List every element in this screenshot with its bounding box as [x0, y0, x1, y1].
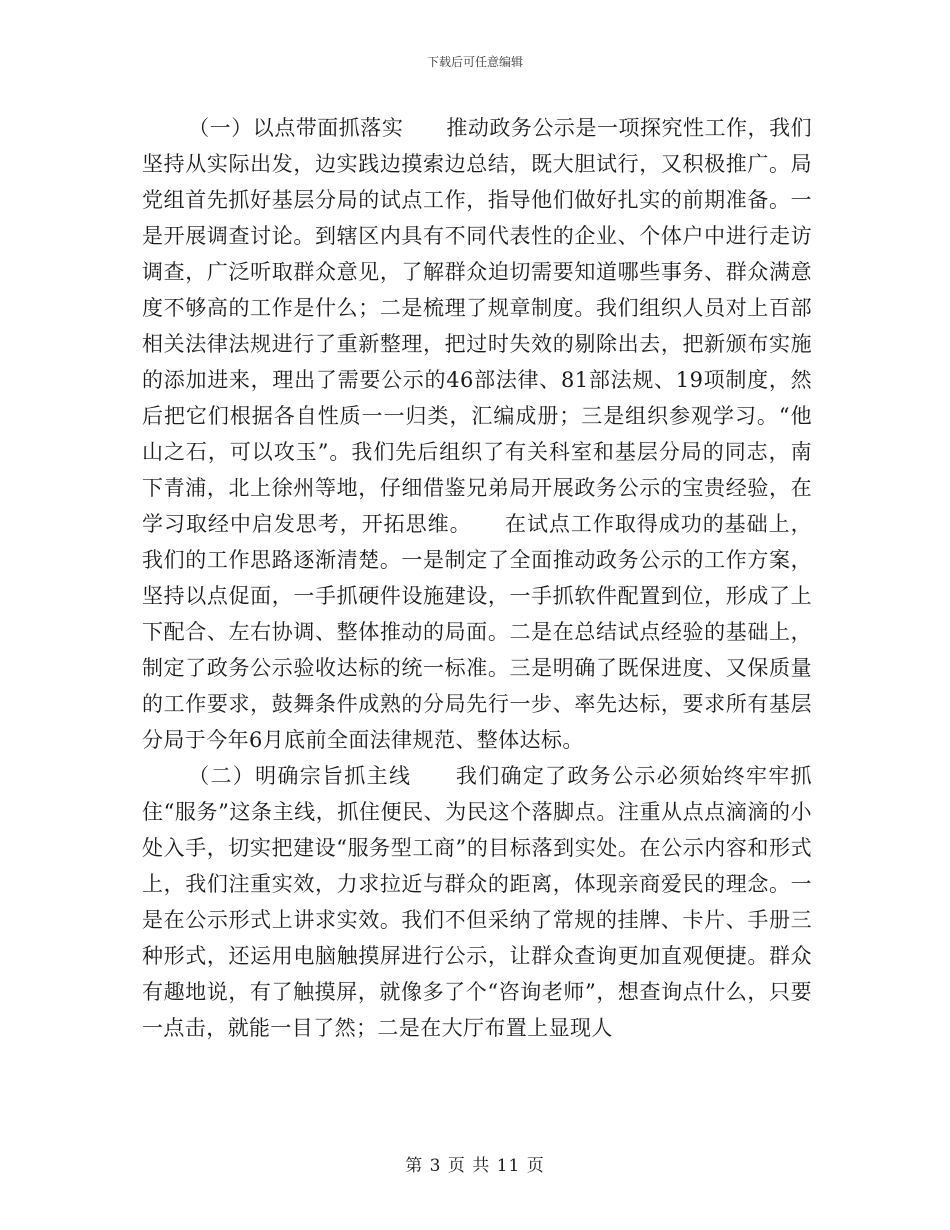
- page-number: 第 3 页 共 11 页: [405, 1156, 545, 1176]
- paragraph-2: （二）明确宗旨抓主线 我们确定了政务公示必须始终牢牢抓住“服务”这条主线，抓住便民、为民这个落脚点。注重从点点滴滴的小处入手，切实把建设“服务型工商”的目标落到实处。在公示内容和形式上，我们注重实效，力求拉近与群众的距离，体现亲商爱民的理念。一是在公示形式上讲求实效。我们不但采纳了常规的挂牌、卡片、手册三种形式，还运用电脑触摸屏进行公示，让群众查询更加直观便捷。群众有趣地说，有了触摸屏，就像多了个“咨询老师”，想查询点什么，只要一点击，就能一目了然；二是在大厅布置上显现人: [142, 764, 812, 1040]
- document-body: [142, 110, 812, 1046]
- paragraph-1: （一）以点带面抓落实 推动政务公示是一项探究性工作，我们坚持从实际出发，边实践边摸索边总结，既大胆试行，又积极推广。局党组首先抓好基层分局的试点工作，指导他们做好扎实的前期准备。一是开展调查讨论。到辖区内具有不同代表性的企业、个体户中进行走访调查，广泛听取群众意见，了解群众迫切需要知道哪些事务、群众满意度不够高的工作是什么；二是梳理了规章制度。我们组织人员对上百部相关法律法规进行了重新整理，把过时失效的剔除出去，把新颁布实施的添加进来，理出了需要公示的46部法律、81部法规、19项制度，然后把它们根据各自性质一一归类，汇编成册；三是组织参观学习。“他山之石，可以攻玉”。我们先后组织了有关科室和基层分局的同志，南下青浦，北上徐州等地，仔细借鉴兄弟局开展政务公示的宝贵经验，在学习取经中启发思考，开拓思维。 在试点工作取得成功的基础上，我们的工作思路逐渐清楚。一是制定了全面推动政务公示的工作方案，坚持以点促面，一手抓硬件设施建设，一手抓软件配置到位，形成了上下配合、左右协调、整体推动的局面。二是在总结试点经验的基础上，制定了政务公示验收达标的统一标准。三是明确了既保进度、又保质量的工作要求，鼓舞条件成熟的分局先行一步、率先达标，要求所有基层分局于今年6月底前全面法律规范、整体达标。: [142, 116, 812, 752]
- header-note: 下载后可任意编辑: [426, 55, 523, 69]
